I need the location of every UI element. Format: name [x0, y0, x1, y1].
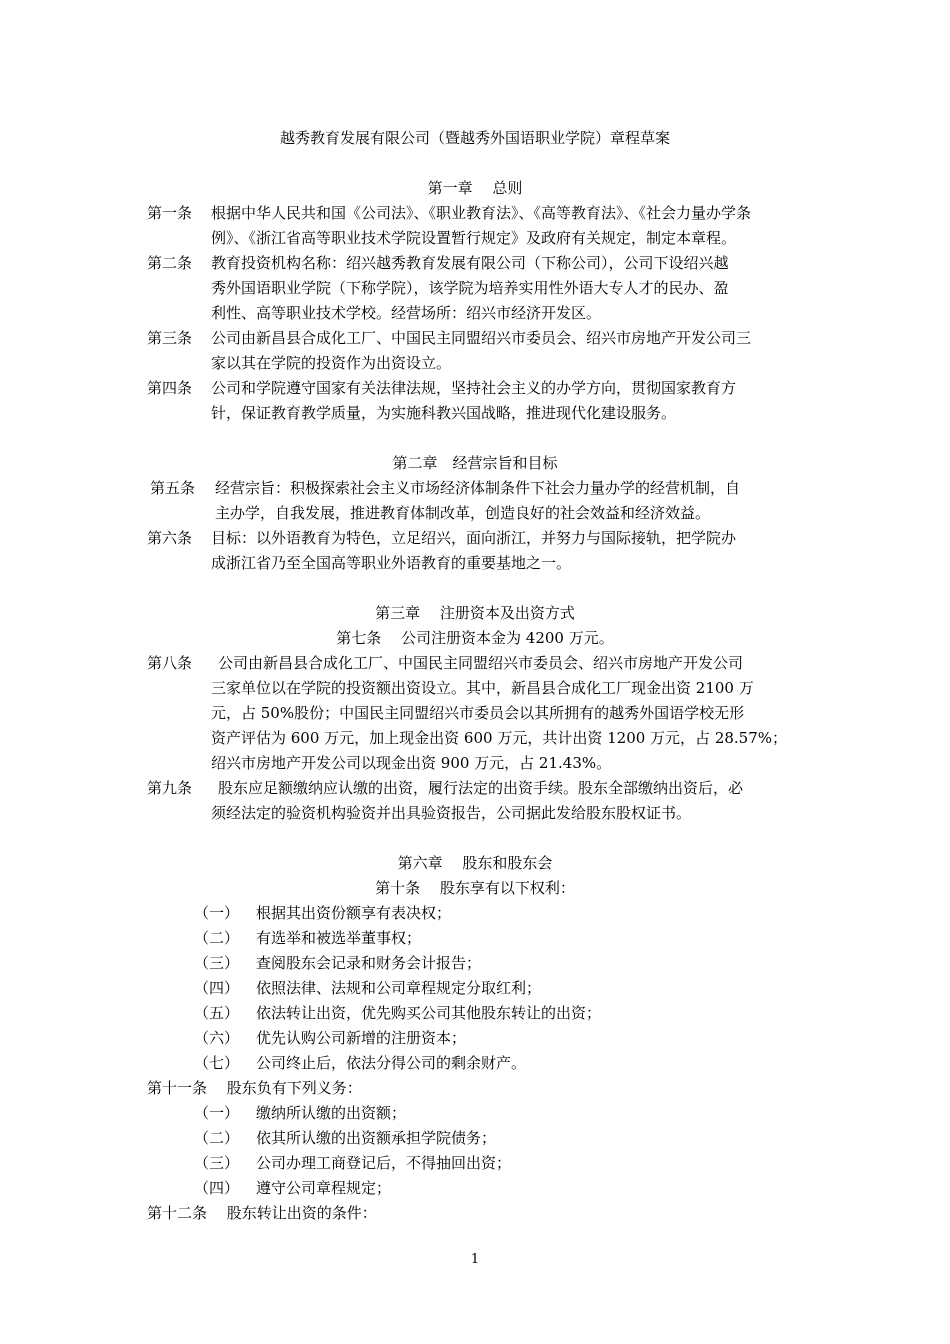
article-5-line: 主办学，自我发展，推进教育体制改革，创造良好的社会效益和经济效益。 — [215, 504, 711, 522]
article-3-label: 第三条 — [147, 329, 193, 347]
duty-item-text: 缴纳所认缴的出资额； — [256, 1104, 407, 1122]
article-6-line: 目标：以外语教育为特色，立足绍兴，面向浙江，并努力与国际接轨，把学院办 — [211, 529, 737, 547]
document-title: 越秀教育发展有限公司（暨越秀外国语职业学院）章程草案 — [279, 129, 670, 147]
article-8-line: 绍兴市房地产开发公司以现金出资 900 万元，占 21.43%。 — [211, 754, 612, 772]
duty-item-number: （三） — [194, 1154, 240, 1172]
article-1-line: 根据中华人民共和国《公司法》、《职业教育法》、《高等教育法》、《社会力量办学条 — [211, 204, 752, 222]
article-8-line: 资产评估为 600 万元，加上现金出资 600 万元，共计出资 1200 万元，占 28.57%； — [211, 729, 788, 747]
article-11: 第十一条 股东负有下列义务： — [147, 1079, 362, 1097]
article-2-line: 教育投资机构名称：绍兴越秀教育发展有限公司（下称公司），公司下设绍兴越 — [211, 254, 729, 272]
article-1-line: 例》、《浙江省高等职业技术学院设置暂行规定》及政府有关规定，制定本章程。 — [211, 229, 737, 247]
right-item-number: （七） — [194, 1054, 240, 1072]
article-8-line: 三家单位以在学院的投资额出资设立。其中，新昌县合成化工厂现金出资 2100 万 — [211, 679, 754, 697]
article-1-label: 第一条 — [147, 204, 193, 222]
right-item-number: （三） — [194, 954, 240, 972]
right-item-number: （六） — [194, 1029, 240, 1047]
article-7: 第七条 公司注册资本金为 4200 万元。 — [336, 629, 614, 647]
right-item-number: （四） — [194, 979, 240, 997]
right-item-number: （二） — [194, 929, 240, 947]
right-item-text: 公司终止后，依法分得公司的剩余财产。 — [256, 1054, 527, 1072]
article-4-label: 第四条 — [147, 379, 193, 397]
article-3-line: 公司由新昌县合成化工厂、中国民主同盟绍兴市委员会、绍兴市房地产开发公司三 — [211, 329, 752, 347]
chapter-3-heading: 第三章 注册资本及出资方式 — [375, 604, 575, 622]
article-12: 第十二条 股东转让出资的条件： — [147, 1204, 377, 1222]
article-3-line: 家以其在学院的投资作为出资设立。 — [211, 354, 452, 372]
article-6-line: 成浙江省乃至全国高等职业外语教育的重要基地之一。 — [211, 554, 572, 572]
right-item-text: 依法转让出资，优先购买公司其他股东转让的出资； — [256, 1004, 602, 1022]
article-8-line: 公司由新昌县合成化工厂、中国民主同盟绍兴市委员会、绍兴市房地产开发公司 — [218, 654, 744, 672]
right-item-text: 根据其出资份额享有表决权； — [256, 904, 452, 922]
right-item-text: 查阅股东会记录和财务会计报告； — [256, 954, 482, 972]
duty-item-text: 遵守公司章程规定； — [256, 1179, 392, 1197]
article-2-line: 利性、高等职业技术学校。经营场所：绍兴市经济开发区。 — [211, 304, 602, 322]
article-4-line: 公司和学院遵守国家有关法律法规，坚持社会主义的办学方向，贯彻国家教育方 — [211, 379, 737, 397]
article-6-label: 第六条 — [147, 529, 193, 547]
article-2-line: 秀外国语职业学院（下称学院），该学院为培养实用性外语大专人才的民办、盈 — [211, 279, 729, 297]
article-8-label: 第八条 — [147, 654, 193, 672]
article-2-label: 第二条 — [147, 254, 193, 272]
duty-item-number: （一） — [194, 1104, 240, 1122]
duty-item-number: （四） — [194, 1179, 240, 1197]
right-item-text: 优先认购公司新增的注册资本； — [256, 1029, 467, 1047]
duty-item-number: （二） — [194, 1129, 240, 1147]
article-9-line: 须经法定的验资机构验资并出具验资报告，公司据此发给股东股权证书。 — [211, 804, 692, 822]
duty-item-text: 依其所认缴的出资额承担学院债务； — [256, 1129, 497, 1147]
chapter-6-heading: 第六章 股东和股东会 — [397, 854, 553, 872]
article-5-line: 经营宗旨：积极探索社会主义市场经济体制条件下社会力量办学的经营机制，自 — [215, 479, 741, 497]
article-9-line: 股东应足额缴纳应认缴的出资，履行法定的出资手续。股东全部缴纳出资后，必 — [218, 779, 744, 797]
right-item-number: （一） — [194, 904, 240, 922]
article-9-label: 第九条 — [147, 779, 193, 797]
article-5-label: 第五条 — [150, 479, 196, 497]
article-4-line: 针，保证教育教学质量，为实施科教兴国战略，推进现代化建设服务。 — [211, 404, 677, 422]
article-10: 第十条 股东享有以下权利： — [375, 879, 575, 897]
right-item-text: 有选举和被选举董事权； — [256, 929, 422, 947]
chapter-2-heading: 第二章 经营宗旨和目标 — [392, 454, 558, 472]
article-8-line: 元，占 50%股份；中国民主同盟绍兴市委员会以其所拥有的越秀外国语学校无形 — [211, 704, 745, 722]
right-item-text: 依照法律、法规和公司章程规定分取红利； — [256, 979, 542, 997]
duty-item-text: 公司办理工商登记后，不得抽回出资； — [256, 1154, 512, 1172]
right-item-number: （五） — [194, 1004, 240, 1022]
page-number: 1 — [470, 1252, 480, 1267]
chapter-1-heading: 第一章 总则 — [427, 179, 523, 197]
